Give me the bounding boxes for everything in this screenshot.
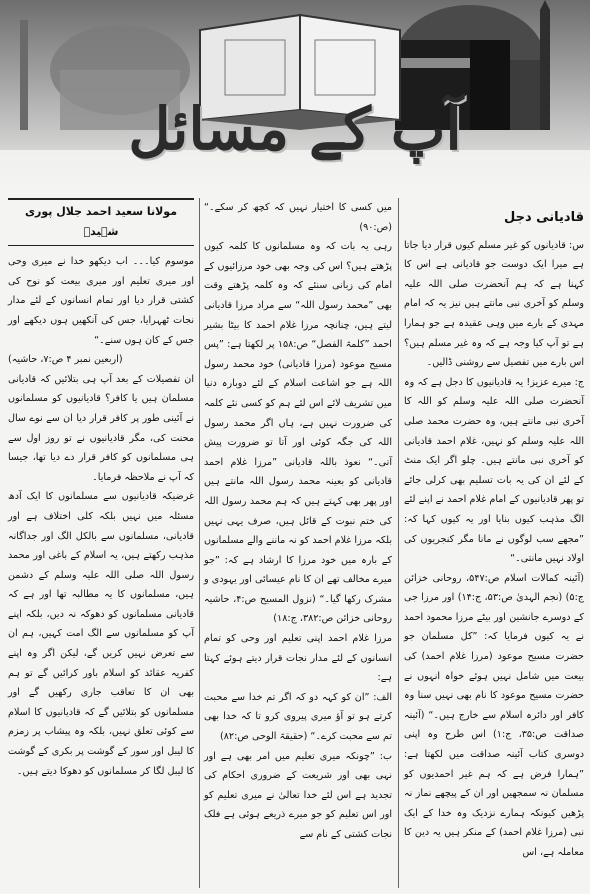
quote-alif-paragraph: الف: ”ان کو کہہ دو کہ اگر تم خدا سے محبت کرتے ہو تو آؤ میری پیروی کرو تا کہ خدا بھی تم سے محبت کرے۔“ (حقیقۃ الوحی ص:۸۲) (204, 691, 392, 743)
claim-paragraph: مرزا غلام احمد اپنی تعلیم اور وحی کو تمام انسانوں کے لئے مدار نجات قرار دیتے ہوئے کہتا ہے: (204, 633, 392, 684)
final-paragraph: غرضیکہ قادیانیوں سے مسلمانوں کا ایک آدھ مسئلہ میں نہیں بلکہ کلی اختلاف ہے اور قادیانی، مسلمانوں سے بالکل الگ اور جداگانہ مذہب رکھتے ہیں، یہ اسلام کے باغی اور محمد رسول اللہ صلی اللہ علیہ وسلم کے دشمن ہیں، مسلمانوں کا یہ مطالبہ تھا اور ہے کہ قادیانی مسلمانوں کو دھوکہ نہ دیں، بلکہ اپنے آپ کو مسلمانوں سے الگ امت کہیں، ہم ان سے تعرض نہیں کریں گے، لیکن اگر وہ اپنے کفریہ عقائد کو اسلام باور کرائیں گے تو ہم بھی ان کا تعاقب جاری رکھیں گے اور مسلمانوں کو بتلائیں گے کہ قادیانیوں کا اسلام سے کوئی تعلق نہیں، بلکہ وہ پیشاب پر زمزم کا لیبل اور سور کے گوشت پر بکری کے گوشت کا لیبل لگا کر مسلمانوں کو دھوکا دیتے ہیں۔ (8, 491, 194, 777)
conclusion-paragraph: ان تفصیلات کے بعد آپ ہی بتلائیں کہ قادیانی مسلمان ہیں یا کافر؟ قادیانیوں کو مسلمانوں نے آئینی طور پر کافر قرار دیا ان سے نوے سال محنت کی، مگر قادیانیوں نے تو روز اول سے ہی مسلمانوں کو کافر قرار دے دیا تھا، جیسا کہ آپ نے ملاحظہ فرمایا۔ (8, 373, 194, 483)
column-right (404, 198, 584, 863)
reference-line: میں کسی کا اختیار نہیں کہ کچھ کر سکے۔“ (ص:۹۰) (204, 202, 392, 233)
answer-continued-paragraph: (آئینہ کمالات اسلام ص:۵۴۷، روحانی خزائن ج:۵) (نجم الہدیٰ ص:۵۳، ج:۱۴) اور مرزا جی کے دوسرے جانشین اور بیٹے مرزا محمود احمد نے یہ کیوں فرمایا کہ: ”کل مسلمان جو حضرت مسیح موعود (مرزا غلام احمد) کی بیعت میں شامل نہیں ہوئے خواہ انہوں نے حضرت مسیح موعود کا نام بھی نہیں سنا وہ کافر اور دائرہ اسلام سے خارج ہیں۔“ (آئینہ صداقت ص:۳۵، ج:۱) اس طرح وہ اپنی دوسری کتاب آئینہ صداقت میں لکھتا ہے: ”ہمارا فرض ہے کہ ہم غیر احمدیوں کو مسلمان نہ سمجھیں اور ان کے پیچھے نماز نہ پڑھیں کیونکہ ہمارے نزدیک وہ خدا کے ایک نبی (مرزا غلام احمد) کے منکر ہیں یہ دین کا معاملہ ہے، اس (404, 572, 585, 858)
answer-paragraph: ج: میرے عزیز! یہ قادیانیوں کا دجل ہے کہ وہ آنحضرت صلی اللہ علیہ وسلم کو اللہ کا آخری نبی مانتے ہیں، وہ حضرت محمد صلی اللہ علیہ وسلم کو نہیں، غلام احمد قادیانی کو آخری نبی مانتے ہیں۔ چلو اگر ایک منٹ کے لئے ان کی یہ بات تسلیم بھی کرلی جائے تو پھر قادیانیوں کے امام غلام احمد نے اپنے لئے الگ مذہب کیوں بنایا اور یہ کیوں کہا کہ: ”مجھے سب لوگوں نے مانا مگر کنجریوں کی اولاد نہیں مانتی۔“ (404, 376, 584, 565)
article-heading: قادیانی دجل (503, 210, 584, 225)
author-byline: مولانا سعید احمد جلال پوری شہیدؒ (8, 198, 194, 246)
question-paragraph: س: قادیانوں کو غیر مسلم کیوں قرار دیا جاتا ہے میرا ایک دوست جو قادیانی ہے اس کا کہنا ہے کہ ہم آنحضرت صلی اللہ علیہ وسلم کو آخری نبی مانتے ہیں نیز یہ کہ امام مہدی کے بارے میں وہی عقیدہ ہے جو ہمارا ہے تو آپ کیا وجہ ہے کہ وہ غیر مسلم ہیں؟ اس بارے میں تفصیل سے روشنی ڈالیں۔ (404, 239, 584, 369)
banner-title: آپ کے مسائل (128, 95, 462, 163)
column-divider (398, 198, 399, 888)
citation-line: (اربعین نمبر ۴ ص:۷، حاشیہ) (8, 354, 123, 366)
column-left (8, 198, 194, 781)
quote-bay-paragraph: ب: ”چونکہ میری تعلیم میں امر بھی ہے اور نہی بھی اور شریعت کے ضروری احکام کی تجدید ہے اس لئے خدا تعالیٰ نے میری تعلیم کو اور اس تعلیم کو جو میرے ذریعے ہوئی ہے فلک نجات کشتی کے نام سے (204, 750, 392, 840)
header-banner (0, 0, 590, 195)
article-body (0, 198, 590, 894)
continuation-paragraph: موسوم کیا۔۔۔ اب دیکھو خدا نے میری وحی اور میری تعلیم اور میری بیعت کو نوح کی کشتی قرار دیا اور تمام انسانوں کے لئے مدار نجات ٹھہرایا، جس کی آنکھیں ہوں دیکھے اور جس کے کان ہوں سنے۔“ (8, 256, 194, 346)
column-middle (204, 198, 392, 845)
column-divider (199, 198, 200, 888)
kalima-paragraph: رہی یہ بات کہ وہ مسلمانوں کا کلمہ کیوں پڑھتے ہیں؟ اس کی وجہ بھی خود مرزائیوں کے امام کی زبانی سنئے کہ وہ کلمہ پڑھتے وقت بھی ”محمد رسول اللہ“ سے مراد مرزا قادیانی لیتے ہیں، چنانچہ مرزا غلام احمد کا بیٹا بشیر احمد ”کلمۃ الفصل“ ص:۱۵۸ پر لکھتا ہے: ”پس مسیح موعود (مرزا قادیانی) خود محمد رسول اللہ ہے جو اشاعت اسلام کے لئے دوبارہ دنیا میں تشریف لائے اس لئے ہم کو کسی نئے کلمہ کی ضرورت نہیں ہے، ہاں اگر محمد رسول اللہ کی جگہ کوئی اور آتا تو ضرورت پیش آتی۔“ نعوذ باللہ قادیانی ”مرزا غلام احمد قادیانی کو بعینہ محمد رسول اللہ مانتے ہیں اور پھر بھی کہتے ہیں کہ ہم محمد رسول اللہ کی ختم نبوت کے قائل ہیں، صرف یہی نہیں بلکہ مرزا غلام احمد کو نہ ماننے والے مسلمانوں کے بارہ میں خود مرزا کا ارشاد ہے کہ: ”جو میرے مخالف تھے ان کا نام عیسائی اور یہودی و مشرک رکھا گیا۔“ (نزول المسیح ص:۴، حاشیہ روحانی خزائن ص:۳۸۲، ج:۱۸) (204, 241, 392, 625)
